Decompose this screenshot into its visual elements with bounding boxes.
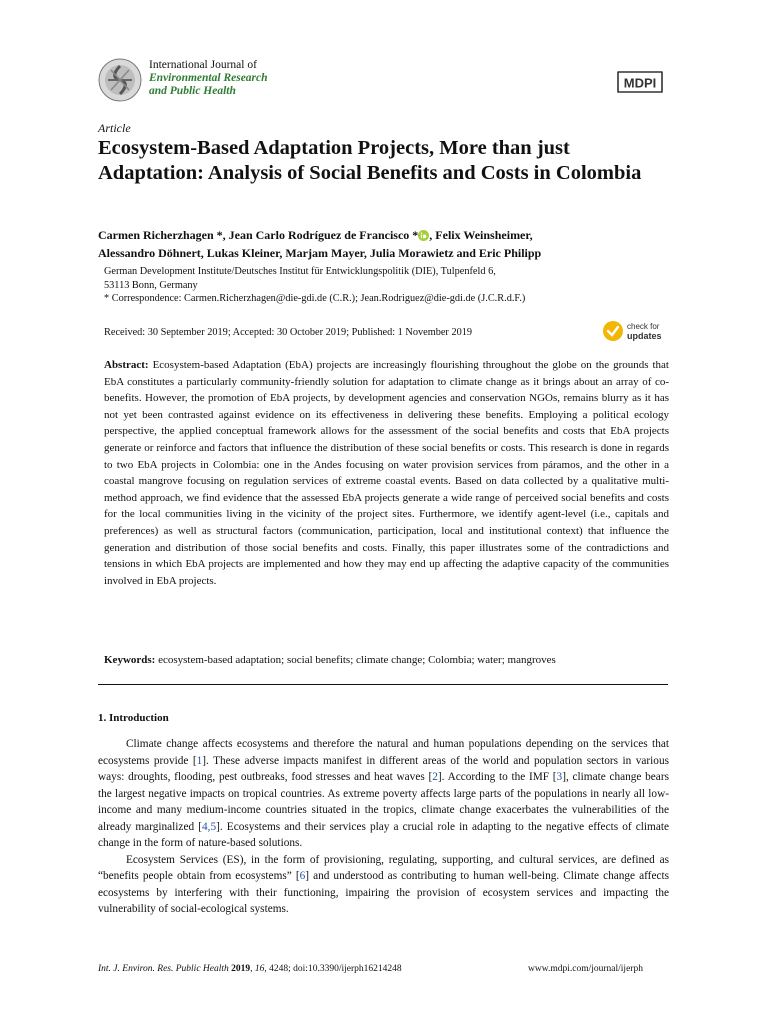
check-updates-line1: check for xyxy=(627,322,660,331)
publication-dates: Received: 30 September 2019; Accepted: 30 October 2019; Published: 1 November 2019 xyxy=(104,327,473,338)
footer-volume: 16 xyxy=(254,964,265,974)
keywords-text: ecosystem-based adaptation; social benefits; climate change; Colombia; water; mangroves xyxy=(155,654,556,666)
journal-logo-icon xyxy=(98,58,142,102)
section-heading-introduction: 1. Introduction xyxy=(98,712,169,724)
journal-name-line2: Environmental Research xyxy=(149,72,268,84)
intro-p2-text-b: ] and understood as contributing to human well-being. Climate change affects ecosystems by interfering with their functioning, impairing the provision of ecosystem services and impacting the vulnerability of social-ecological systems. xyxy=(98,870,670,915)
footer-url[interactable]: www.mdpi.com/journal/ijerph xyxy=(528,964,643,974)
footer-year: 2019 xyxy=(231,964,251,974)
check-updates-icon[interactable] xyxy=(602,318,674,344)
intro-p1-text-e: ]. Ecosystems and their services play a crucial role in adapting to the negative effects of climate change in the form of nature-based solutions. xyxy=(98,820,669,849)
affiliation xyxy=(104,265,664,306)
intro-p1-text-c: ]. According to the IMF [ xyxy=(437,771,557,783)
intro-p1-text-a: Climate change affects ecosystems and therefore the natural and human populations depending on the services that ecosystems provide [ xyxy=(98,738,669,767)
footer-journal: Int. J. Environ. Res. Public Health xyxy=(98,964,229,974)
authors-line2: Alessandro Döhnert, Lukas Kleiner, Marjam Mayer, Julia Morawietz and Eric Philipp xyxy=(98,246,542,260)
abstract xyxy=(104,357,669,589)
orcid-icon[interactable] xyxy=(418,230,429,241)
journal-name xyxy=(149,59,268,98)
citation-link[interactable]: 4,5 xyxy=(201,820,217,833)
authors-line1-rest: , Felix Weinsheimer, xyxy=(429,228,533,242)
author-list xyxy=(98,226,678,262)
keywords xyxy=(104,652,669,668)
introduction-body xyxy=(98,736,669,918)
keywords-label: Keywords: xyxy=(104,654,156,666)
affiliation-line2: 53113 Bonn, Germany xyxy=(104,279,198,291)
intro-paragraph-2 xyxy=(98,852,669,918)
citation-link[interactable]: 3 xyxy=(556,771,563,783)
footer-doi[interactable]: , 4248; doi:10.3390/ijerph16214248 xyxy=(264,964,402,974)
article-type: Article xyxy=(98,121,131,135)
footer-citation: Int. J. Environ. Res. Public Health 2019, 16, 4248; doi:10.3390/ijerph16214248 xyxy=(98,964,402,974)
citation-link[interactable]: 2 xyxy=(432,771,438,783)
intro-p1-text-b: ]. These adverse impacts manifest in different areas of the world and population sectors in various ways: droughts, flooding, pest outbreaks, food stresses and heat waves [ xyxy=(98,754,669,783)
affiliation-line1: German Development Institute/Deutsches Institut für Entwicklungspolitik (DIE), Tulpenfeld 6, xyxy=(104,266,496,277)
correspondence[interactable]: * Correspondence: Carmen.Richerzhagen@die-gdi.de (C.R.); Jean.Rodriguez@die-gdi.de (J.C.R.d.F.) xyxy=(104,293,526,304)
intro-paragraph-1 xyxy=(98,736,669,852)
abstract-label: Abstract: xyxy=(104,359,149,371)
authors-line1: Carmen Richerzhagen *, Jean Carlo Rodríguez de Francisco * xyxy=(98,228,419,242)
mdpi-logo-text: MDPI xyxy=(623,75,657,91)
citation-link[interactable]: 6 xyxy=(299,870,306,882)
mdpi-logo-icon xyxy=(612,68,668,96)
journal-name-line1: International Journal of xyxy=(149,59,257,71)
journal-name-line3: and Public Health xyxy=(149,85,236,97)
section-divider xyxy=(98,684,668,685)
intro-p2-text-a: Ecosystem Services (ES), in the form of provisioning, regulating, supporting, and cultural services, are defined as “benefits people obtain from ecosystems” [ xyxy=(98,853,669,882)
intro-p1-text-d: ], climate change bears the largest negative impacts on tropical countries. As extreme poverty affects large parts of the populations in nearly all low-income and many medium-income countries situated in the tropics, climate change exacerbates the vulnerabilities of the already marginalized [ xyxy=(98,771,669,833)
abstract-text: Ecosystem-based Adaptation (EbA) projects are increasingly flourishing throughout the globe on the grounds that EbA constitutes a particularly community-friendly solution for adaptation to climate change as it brings about an array of co-benefits. However, the promotion of EbA projects, by development agencies and conservation NGOs, remains blurry as it has not yet been contrasted against evidence on its effectiveness in delivering these benefits. Employing a political ecology perspective, the applied conceptual framework allows for the assessment of the social benefits and costs that EbA projects generate or reinforce and factors that influence the distribution of these social benefits or costs. This research is done in regards to two EbA projects in Colombia: one in the Andes focusing on water provision services from páramos, and the other in a coastal mangrove focusing on regulation services of extreme coastal events. Based on data collected by a qualitative multi-method approach, we find evidence that the assessed EbA projects generate a wide range of perceived social benefits and costs for the local communities living in the vicinity of the project sites. Furthermore, we identify agent-level (i.e., capitals and preferences) as well as structural factors (communication, participation, local and institutional context) that influence the generation and distribution of those social benefits and costs. Finally, this paper illustrates some of the contradictions and tensions in which EbA projects are implemented and how they may end up affecting the adaptive capacity of the communities involved in EbA projects. xyxy=(104,359,669,587)
citation-link[interactable]: 1 xyxy=(196,754,203,767)
article-title: Ecosystem-Based Adaptation Projects, More than just Adaptation: Analysis of Social Benefits and Costs in Colombia xyxy=(98,137,642,184)
check-updates-line2: updates xyxy=(627,331,662,341)
